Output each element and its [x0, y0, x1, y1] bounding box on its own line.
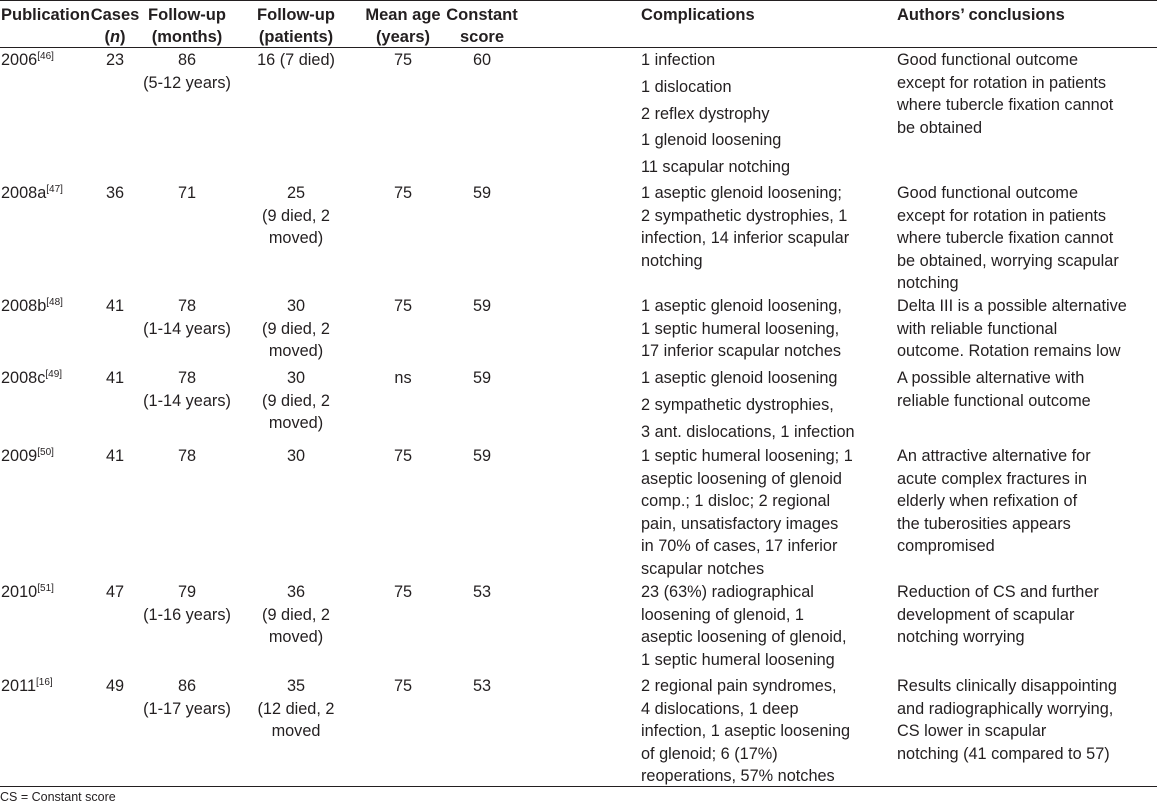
complication-line: 2 sympathetic dystrophies,	[641, 395, 834, 414]
publication-year: 2010	[1, 583, 38, 601]
header-constant-score: Constant score	[446, 6, 518, 46]
header-followup-months: Follow-up (months)	[148, 6, 226, 46]
followup-months-value: 86	[177, 677, 197, 695]
header-cases-unit: (n)	[104, 28, 126, 46]
cell-conclusions	[897, 182, 1155, 295]
conclusion-line: outcome. Rotation remains low	[897, 342, 1121, 360]
conclusion-line: where tubercle fixation cannot	[897, 229, 1114, 247]
cell-complications	[641, 49, 891, 183]
cell-followup-months	[137, 367, 237, 412]
cell-followup-months	[137, 49, 237, 94]
complication-line: 2 sympathetic dystrophies, 1	[641, 206, 848, 225]
complication-line: 1 septic humeral loosening	[641, 650, 835, 669]
cell-cases: 41	[105, 369, 125, 387]
followup-months-range: (5-12 years)	[143, 73, 231, 92]
complication-line: 1 glenoid loosening	[641, 131, 782, 150]
complication-line: scapular notches	[641, 559, 765, 578]
cell-conclusions	[897, 367, 1155, 412]
followup-patients-value: 30	[286, 369, 306, 387]
cell-cases: 47	[105, 583, 125, 601]
publication-year: 2008a	[1, 184, 47, 202]
cell-conclusions	[897, 445, 1155, 558]
cell-followup-patients	[236, 445, 356, 468]
cell-followup-patients	[236, 581, 356, 649]
cell-mean-age: ns	[394, 369, 412, 387]
reference-superscript: [51]	[37, 583, 54, 594]
cell-cases: 36	[105, 184, 125, 202]
followup-patients-value: 16 (7 died)	[257, 51, 335, 69]
cell-mean-age: 75	[393, 583, 413, 601]
followup-months-value: 86	[177, 51, 197, 69]
complication-line: notching	[641, 251, 703, 270]
cell-constant-score: 59	[472, 369, 492, 387]
conclusion-line: acute complex fractures in	[897, 469, 1088, 488]
cell-followup-patients	[236, 675, 356, 743]
complication-line: 1 dislocation	[641, 77, 732, 96]
complication-line: 1 aseptic glenoid loosening	[641, 369, 838, 387]
complication-line: 1 septic humeral loosening; 1	[641, 447, 853, 465]
complication-line: pain, unsatisfactory images	[641, 514, 839, 533]
cell-followup-months	[137, 445, 237, 468]
complication-line: infection, 14 inferior scapular	[641, 229, 850, 247]
followup-months-value: 79	[177, 583, 197, 601]
cell-constant-score: 59	[472, 297, 492, 315]
cell-constant-score: 53	[472, 583, 492, 601]
followup-patients-detail: (12 died, 2 moved	[257, 699, 335, 740]
header-cases-label: Cases	[90, 6, 140, 24]
conclusion-line: CS lower in scapular	[897, 722, 1047, 740]
conclusion-line: notching worrying	[897, 628, 1025, 646]
conclusion-line: Delta III is a possible alternative	[897, 297, 1127, 315]
followup-months-range: (1-14 years)	[143, 391, 231, 410]
conclusion-line: with reliable functional	[897, 319, 1058, 338]
complication-line: infection, 1 aseptic loosening	[641, 722, 851, 740]
complication-line: 23 (63%) radiographical	[641, 583, 814, 601]
cell-publication	[1, 295, 63, 318]
cell-complications	[641, 675, 891, 788]
table-top-rule	[0, 0, 1157, 1]
table-bottom-rule	[0, 786, 1157, 787]
header-publication: Publication	[1, 6, 90, 24]
cell-mean-age: 75	[393, 51, 413, 69]
conclusion-line: An attractive alternative for	[897, 447, 1091, 465]
conclusion-line: Reduction of CS and further	[897, 583, 1099, 601]
footnote: CS = Constant score	[0, 790, 116, 804]
cell-followup-months	[137, 581, 237, 626]
header-followup-patients: Follow-up (patients)	[257, 6, 335, 46]
conclusion-line: notching (41 compared to 57)	[897, 744, 1110, 763]
cell-conclusions	[897, 49, 1155, 139]
complication-line: 1 septic humeral loosening,	[641, 319, 840, 338]
conclusion-line: A possible alternative with	[897, 369, 1085, 387]
conclusion-line: Good functional outcome	[897, 51, 1079, 69]
cell-publication	[1, 49, 54, 72]
conclusion-line: Good functional outcome	[897, 184, 1079, 202]
followup-months-range: (1-17 years)	[143, 699, 231, 718]
cell-constant-score: 59	[472, 184, 492, 202]
cell-conclusions	[897, 295, 1155, 363]
conclusion-line: development of scapular	[897, 605, 1075, 624]
complication-line: 17 inferior scapular notches	[641, 342, 842, 360]
cell-followup-months	[137, 182, 237, 205]
conclusion-line: except for rotation in patients	[897, 73, 1107, 92]
conclusion-line: where tubercle fixation cannot	[897, 96, 1114, 114]
conclusion-line: the tuberosities appears	[897, 514, 1071, 533]
conclusion-line: reliable functional outcome	[897, 391, 1091, 410]
cell-mean-age: 75	[393, 184, 413, 202]
followup-months-range: (1-16 years)	[143, 605, 231, 624]
publication-year: 2006	[1, 51, 38, 69]
followup-months-value: 71	[177, 184, 197, 202]
cell-mean-age: 75	[393, 297, 413, 315]
followup-patients-detail: (9 died, 2 moved)	[262, 391, 330, 432]
header-complications: Complications	[641, 6, 755, 24]
complication-line: 1 infection	[641, 51, 716, 69]
cell-cases: 41	[105, 447, 125, 465]
cell-followup-patients	[236, 295, 356, 363]
complication-line: comp.; 1 disloc; 2 regional	[641, 492, 831, 510]
complication-line: reoperations, 57% notches	[641, 767, 835, 785]
complication-line: 1 aseptic glenoid loosening,	[641, 297, 842, 315]
cell-conclusions	[897, 675, 1155, 765]
reference-superscript: [50]	[37, 447, 54, 458]
followup-months-value: 78	[177, 297, 197, 315]
cell-cases: 23	[105, 51, 125, 69]
cell-mean-age: 75	[393, 677, 413, 695]
reference-superscript: [16]	[36, 677, 53, 688]
publication-year: 2008b	[1, 297, 47, 315]
publication-year: 2011	[1, 677, 37, 695]
cell-complications	[641, 182, 891, 272]
reference-superscript: [46]	[37, 51, 54, 62]
cell-complications	[641, 295, 891, 363]
complication-line: 11 scapular notching	[641, 158, 791, 177]
followup-patients-value: 35	[286, 677, 306, 695]
followup-patients-value: 25	[286, 184, 306, 202]
complication-line: in 70% of cases, 17 inferior	[641, 537, 838, 555]
followup-patients-detail: (9 died, 2 moved)	[262, 319, 330, 360]
complication-line: aseptic loosening of glenoid,	[641, 628, 847, 646]
followup-months-range: (1-14 years)	[143, 319, 231, 338]
conclusion-line: be obtained, worrying scapular	[897, 251, 1119, 270]
cell-publication	[1, 581, 54, 604]
reference-superscript: [49]	[45, 369, 63, 380]
cell-followup-patients	[236, 182, 356, 250]
cell-conclusions	[897, 581, 1155, 649]
followup-patients-value: 30	[286, 297, 306, 315]
conclusion-line: elderly when refixation of	[897, 492, 1078, 510]
complication-line: of glenoid; 6 (17%)	[641, 744, 778, 763]
conclusion-line: compromised	[897, 537, 995, 555]
cell-complications	[641, 581, 891, 671]
cell-complications	[641, 367, 891, 447]
cell-followup-months	[137, 675, 237, 720]
complication-line: 2 reflex dystrophy	[641, 104, 770, 123]
conclusion-line: and radiographically worrying,	[897, 699, 1114, 718]
followup-months-value: 78	[177, 369, 197, 387]
conclusion-line: except for rotation in patients	[897, 206, 1107, 225]
reference-superscript: [48]	[46, 297, 63, 308]
cell-followup-patients	[236, 49, 356, 72]
cell-mean-age: 75	[393, 447, 413, 465]
conclusion-line: be obtained	[897, 118, 983, 137]
followup-patients-value: 30	[286, 447, 306, 465]
followup-months-value: 78	[177, 447, 197, 465]
cell-cases: 41	[105, 297, 125, 315]
header-conclusions: Authors’ conclusions	[897, 6, 1065, 24]
cell-constant-score: 59	[472, 447, 492, 465]
cell-cases: 49	[105, 677, 125, 695]
conclusion-line: Results clinically disappointing	[897, 677, 1117, 695]
cell-publication	[1, 182, 63, 205]
complication-line: 3 ant. dislocations, 1 infection	[641, 422, 855, 441]
followup-patients-value: 36	[286, 583, 306, 601]
publication-year: 2008c	[1, 369, 46, 387]
conclusion-line: notching	[897, 274, 959, 292]
complication-line: 2 regional pain syndromes,	[641, 677, 837, 695]
cell-publication	[1, 445, 54, 468]
cell-publication	[1, 367, 62, 390]
cell-publication	[1, 675, 53, 698]
followup-patients-detail: (9 died, 2 moved)	[262, 605, 330, 646]
followup-patients-detail: (9 died, 2 moved)	[262, 206, 330, 247]
cell-constant-score: 53	[472, 677, 492, 695]
complication-line: 1 aseptic glenoid loosening;	[641, 184, 842, 202]
complication-line: loosening of glenoid, 1	[641, 605, 804, 624]
publication-year: 2009	[1, 447, 38, 465]
cell-followup-months	[137, 295, 237, 340]
cell-constant-score: 60	[472, 51, 492, 69]
complication-line: 4 dislocations, 1 deep	[641, 699, 799, 718]
cell-complications	[641, 445, 891, 580]
header-mean-age: Mean age (years)	[365, 6, 441, 46]
complication-line: aseptic loosening of glenoid	[641, 469, 842, 488]
reference-superscript: [47]	[46, 184, 63, 195]
cell-followup-patients	[236, 367, 356, 435]
